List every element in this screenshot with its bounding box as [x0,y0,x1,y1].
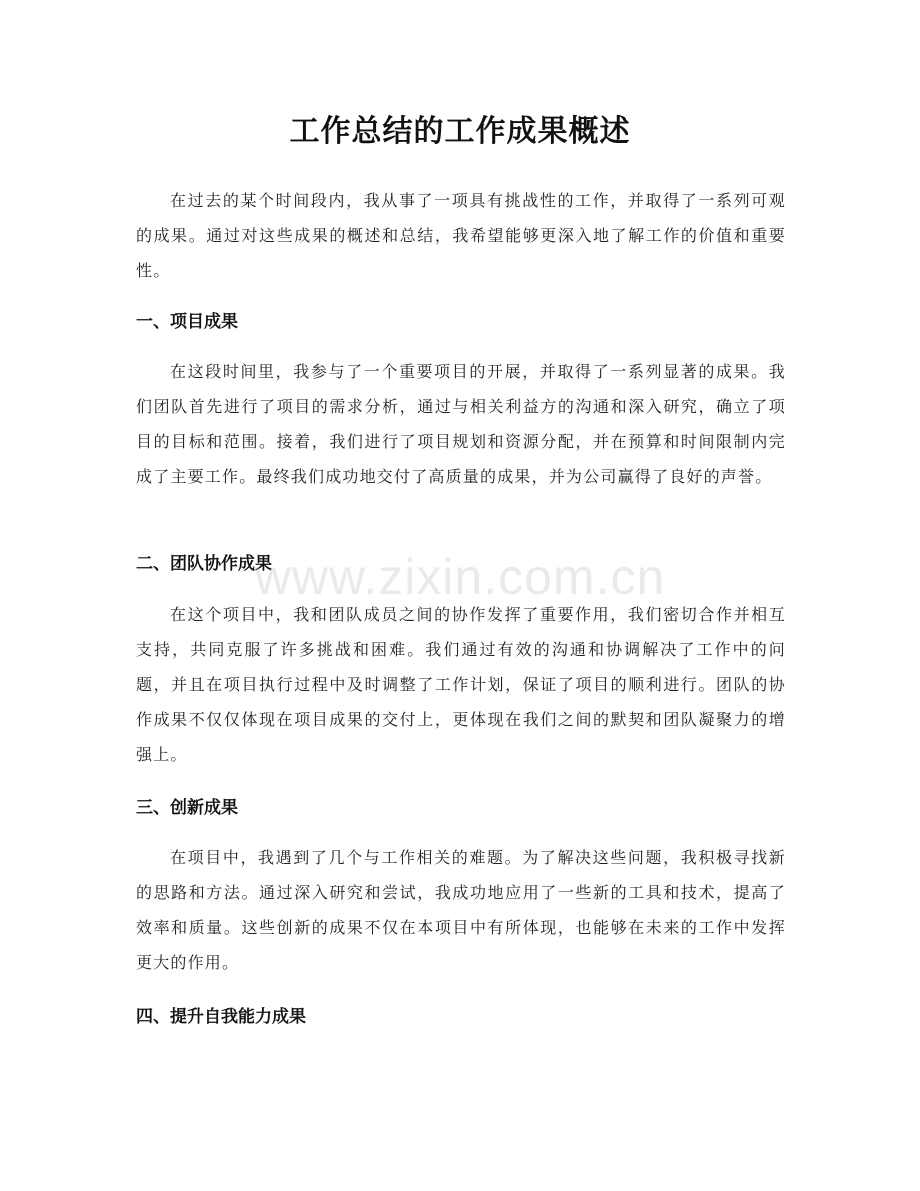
watermark: www.zixin.com.cn [254,549,666,605]
section-body-innovation: 在项目中，我遇到了几个与工作相关的难题。为了解决这些问题，我积极寻找新的思路和方法。通过深入研究和尝试，我成功地应用了一些新的工具和技术，提高了效率和质量。这些创新的成果不仅在本项目中有所体现，也能够在未来的工作中发挥更大的作用。 [136,848,786,972]
intro-paragraph: 在过去的某个时间段内，我从事了一项具有挑战性的工作，并取得了一系列可观的成果。通过对这些成果的概述和总结，我希望能够更深入地了解工作的价值和重要性。 [136,191,786,280]
section-heading-self-improvement: 四、提升自我能力成果 [136,1007,306,1027]
section-body-project-results: 在这段时间里，我参与了一个重要项目的开展，并取得了一系列显著的成果。我们团队首先进行了项目的需求分析，通过与相关利益方的沟通和深入研究，确立了项目的目标和范围。接着，我们进行了项目规划和资源分配，并在预算和时间限制内完成了主要工作。最终我们成功地交付了高质量的成果，并为公司赢得了良好的声誉。 [136,362,786,486]
section-heading-innovation: 三、创新成果 [136,798,238,818]
section-heading-team-collaboration: 二、团队协作成果 [136,554,272,574]
section-heading-project-results: 一、项目成果 [136,312,238,332]
document-title: 工作总结的工作成果概述 [289,114,631,149]
section-body-team-collaboration: 在这个项目中，我和团队成员之间的协作发挥了重要作用，我们密切合作并相互支持，共同克服了许多挑战和困难。我们通过有效的沟通和协调解决了工作中的问题，并且在项目执行过程中及时调整了工作计划，保证了项目的顺利进行。团队的协作成果不仅仅体现在项目成果的交付上，更体现在我们之间的默契和团队凝聚力的增强上。 [136,605,786,764]
